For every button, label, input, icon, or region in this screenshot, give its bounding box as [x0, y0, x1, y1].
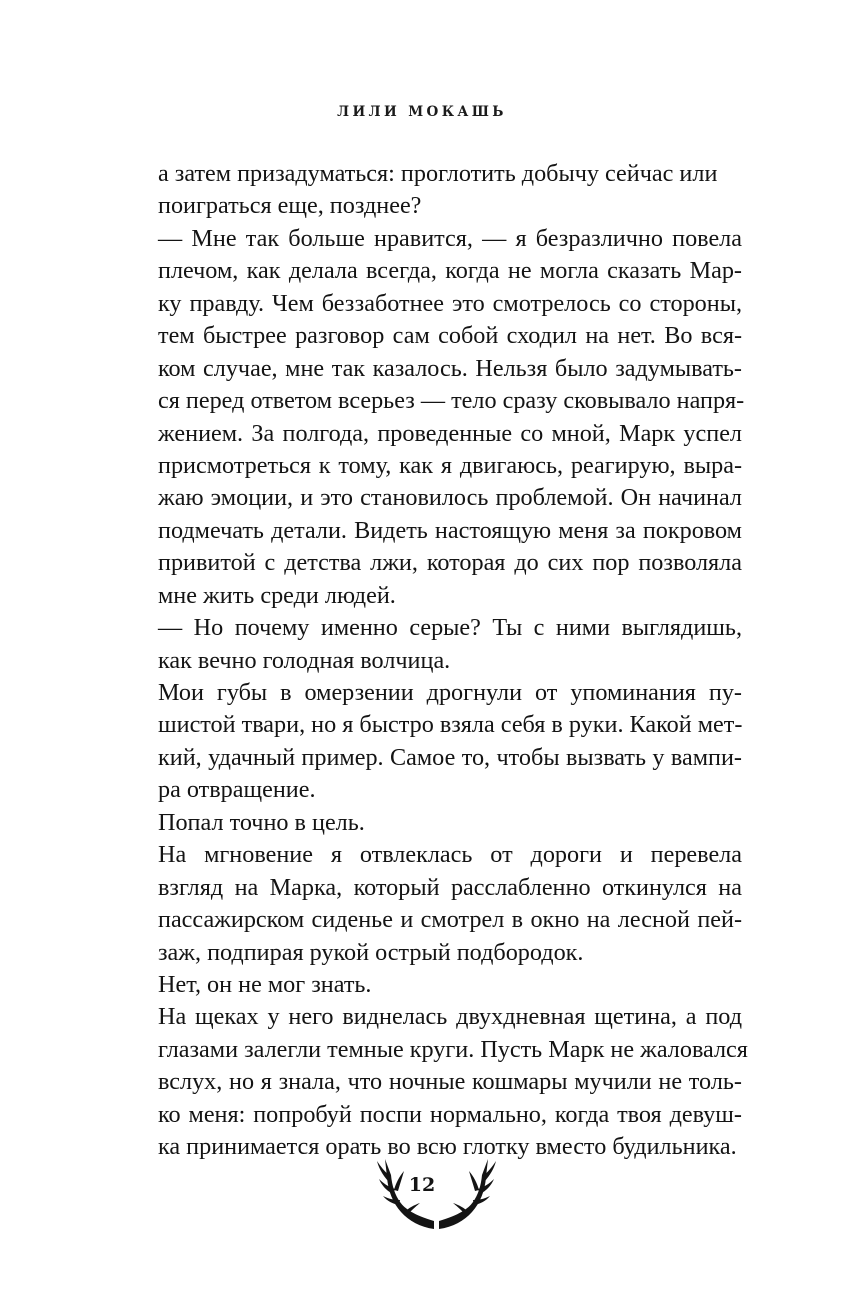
text-line: Мои губы в омерзении дрогнули от упоминания пу-	[158, 679, 742, 706]
text-line: присмотреться к тому, как я двигаюсь, реагирую, выра-	[158, 451, 742, 479]
text-line: Нет, он не мог знать.	[158, 970, 372, 998]
text-line: привитой с детства лжи, которая до сих пор позволяла	[158, 549, 742, 577]
running-head: ЛИЛИ МОКАШЬ	[337, 104, 507, 120]
text-line: жением. За полгода, проведенные со мной, Марк успел	[158, 419, 742, 447]
text-line: — Но почему именно серые? Ты с ними выглядишь,	[158, 614, 742, 642]
text-body	[158, 158, 748, 1164]
text-line: шистой твари, но я быстро взяла себя в руки. Какой мет-	[158, 711, 743, 739]
text-line: На щеках у него виднелась двухдневная щетина, а под	[158, 1003, 742, 1031]
text-line: кий, удачный пример. Самое то, чтобы вызвать у вампи-	[158, 743, 742, 771]
text-line: подмечать детали. Видеть настоящую меня за покровом	[158, 516, 742, 544]
text-line: заж, подпирая рукой острый подбородок.	[158, 938, 584, 966]
page-number: 12	[408, 1174, 436, 1196]
text-line: взгляд на Марка, который расслабленно откинулся на	[158, 873, 742, 901]
text-line: а затем призадуматься: проглотить добычу сейчас или	[158, 160, 718, 187]
text-line: На мгновение я отвлеклась от дороги и перевела	[158, 841, 742, 869]
text-line: вслух, но я знала, что ночные кошмары мучили не толь-	[158, 1068, 742, 1096]
text-line: Попал точно в цель.	[158, 808, 365, 836]
text-line: как вечно голодная волчица.	[158, 646, 451, 674]
text-line: тем быстрее разговор сам собой сходил на нет. Во вся-	[158, 322, 742, 350]
text-line: пассажирском сиденье и смотрел в окно на лесной пей-	[158, 906, 742, 934]
text-line: ся перед ответом всерьез — тело сразу сковывало напря-	[158, 387, 745, 415]
text-line: ко меня: попробуй поспи нормально, когда твоя девуш-	[158, 1100, 742, 1128]
text-line: ку правду. Чем беззаботнее это смотрелось со стороны,	[158, 289, 742, 317]
text-line: мне жить среди людей.	[158, 581, 396, 609]
text-line: поиграться еще, позднее?	[158, 192, 422, 220]
text-line: ра отвращение.	[158, 776, 316, 804]
text-line: плечом, как делала всегда, когда не могла сказать Мар-	[158, 257, 742, 285]
text-line: ка принимается орать во всю глотку вместо будильника.	[158, 1133, 737, 1161]
text-line: глазами залегли темные круги. Пусть Марк не жаловался	[158, 1035, 748, 1063]
text-line: жаю эмоции, и это становилось проблемой. Он начинал	[158, 484, 742, 512]
text-line: — Мне так больше нравится, — я безразлично повела	[158, 224, 742, 252]
text-line: ком случае, мне так казалось. Нельзя было задумывать-	[158, 354, 742, 382]
